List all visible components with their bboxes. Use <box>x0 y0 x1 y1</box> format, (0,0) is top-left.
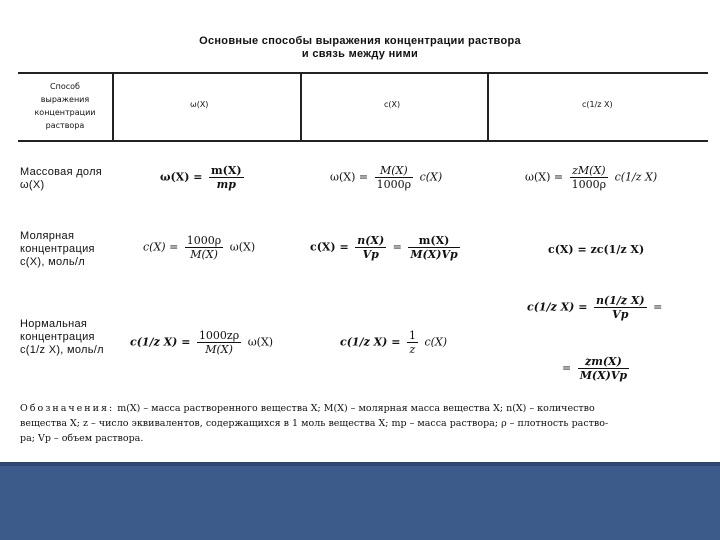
fraction-numerator: zm(X) <box>578 355 629 369</box>
fraction-denominator: M(X)Vр <box>410 248 458 261</box>
notation-text-1: m(X) – масса растворенного вещества X; M(X) – молярная масса вещества X; n(X) – количество <box>117 403 595 414</box>
formula-c-equiv-by-mass <box>562 355 632 382</box>
notation-legend <box>20 401 710 446</box>
formula-lhs: c(X) = <box>310 240 349 254</box>
fraction-numerator: zM(X) <box>570 164 608 178</box>
fraction <box>185 234 223 261</box>
fraction-denominator: Vр <box>362 248 379 261</box>
row-label-mass-fraction: Массовая доля ω(X) <box>20 166 103 191</box>
fraction-denominator: M(X)Vр <box>579 369 628 382</box>
formula-lhs: ω(X) = <box>160 170 203 184</box>
fraction <box>570 164 608 191</box>
fraction-numerator: 1000zρ <box>198 329 240 342</box>
formula-omega-by-c <box>330 164 442 191</box>
formula-omega-by-c-equiv <box>525 164 657 191</box>
table-col-divider-2 <box>300 72 302 142</box>
header-c: c(X) <box>384 100 401 109</box>
formula-omega-by-mass <box>160 164 247 191</box>
table-top-rule <box>18 72 708 74</box>
formula-rhs: ω(X) <box>247 335 274 349</box>
header-c-equiv: c(1/z X) <box>582 100 613 109</box>
table-header-rule <box>18 140 708 142</box>
formula-lhs: ω(X) = <box>330 170 369 184</box>
formula-lhs: c(1/z X) = <box>527 300 588 314</box>
equals-sign: = <box>392 240 402 254</box>
fraction <box>375 164 413 191</box>
fraction-numerator: n(X) <box>357 234 385 247</box>
fraction-numerator: 1 <box>408 329 416 342</box>
formula-c-equiv-by-omega <box>130 329 273 356</box>
header-omega: ω(X) <box>190 100 209 109</box>
notation-line-1 <box>20 401 710 416</box>
formula-c-equiv-by-c <box>340 329 447 356</box>
equals-sign: = <box>562 361 572 375</box>
fraction-numerator: n(1/z X) <box>595 294 645 307</box>
row-label-normal: Нормальная концентрация c(1/z X), моль/л <box>20 318 104 356</box>
fraction <box>355 234 386 261</box>
fraction-denominator: M(X) <box>190 248 218 261</box>
table-col-divider-1 <box>112 72 114 142</box>
row-label-molar: Молярная концентрация c(X), моль/л <box>20 230 95 268</box>
equals-sign: = <box>653 300 663 314</box>
fraction <box>197 329 241 356</box>
fraction <box>209 164 244 191</box>
notation-line-3: ра; Vр – объем раствора. <box>20 433 144 444</box>
formula-lhs: c(X) = <box>143 240 179 254</box>
formula-lhs: c(1/z X) = <box>340 335 401 349</box>
fraction-denominator: Vр <box>612 308 629 321</box>
formula-c-by-c-equiv: c(X) = zc(1/z X) <box>548 243 645 256</box>
fraction <box>408 234 459 261</box>
fraction-numerator: m(X) <box>408 234 459 248</box>
fraction-numerator: m(X) <box>210 164 242 177</box>
fraction-denominator: 1000ρ <box>376 178 412 191</box>
formula-lhs: c(1/z X) = <box>130 335 191 349</box>
fraction-denominator: M(X) <box>205 343 233 356</box>
fraction <box>594 294 647 321</box>
formula-c-equiv-by-amount <box>527 294 662 321</box>
table-title-line1: Основные способы выражения концентрации раствора <box>199 35 521 47</box>
formula-rhs: c(X) <box>424 335 448 349</box>
formula-rhs: c(X) <box>419 170 443 184</box>
slide-footer-band <box>0 462 720 540</box>
table-title-line2: и связь между ними <box>301 48 419 60</box>
formula-c-by-omega <box>143 234 255 261</box>
notation-line-2: вещества X; z – число эквивалентов, содержащихся в 1 моль вещества X; mр – масса раствора; ρ – плотность раство- <box>20 418 609 429</box>
fraction-denominator: mр <box>216 178 236 191</box>
formula-lhs: ω(X) = <box>525 170 564 184</box>
fraction <box>578 355 629 382</box>
fraction-denominator: 1000ρ <box>571 178 607 191</box>
fraction-numerator: M(X) <box>375 164 413 178</box>
formula-c-by-amount <box>310 234 463 261</box>
notation-heading: Обозначения: <box>20 403 115 414</box>
fraction-numerator: 1000ρ <box>186 234 222 247</box>
formula-rhs: ω(X) <box>229 240 256 254</box>
fraction <box>407 329 418 356</box>
header-method: Способ выражения концентрации раствора <box>34 82 96 130</box>
formula-rhs: c(1/z X) <box>614 170 658 184</box>
slide-footer-edge <box>0 462 720 466</box>
table-col-divider-3 <box>487 72 489 142</box>
fraction-denominator: z <box>409 343 416 356</box>
